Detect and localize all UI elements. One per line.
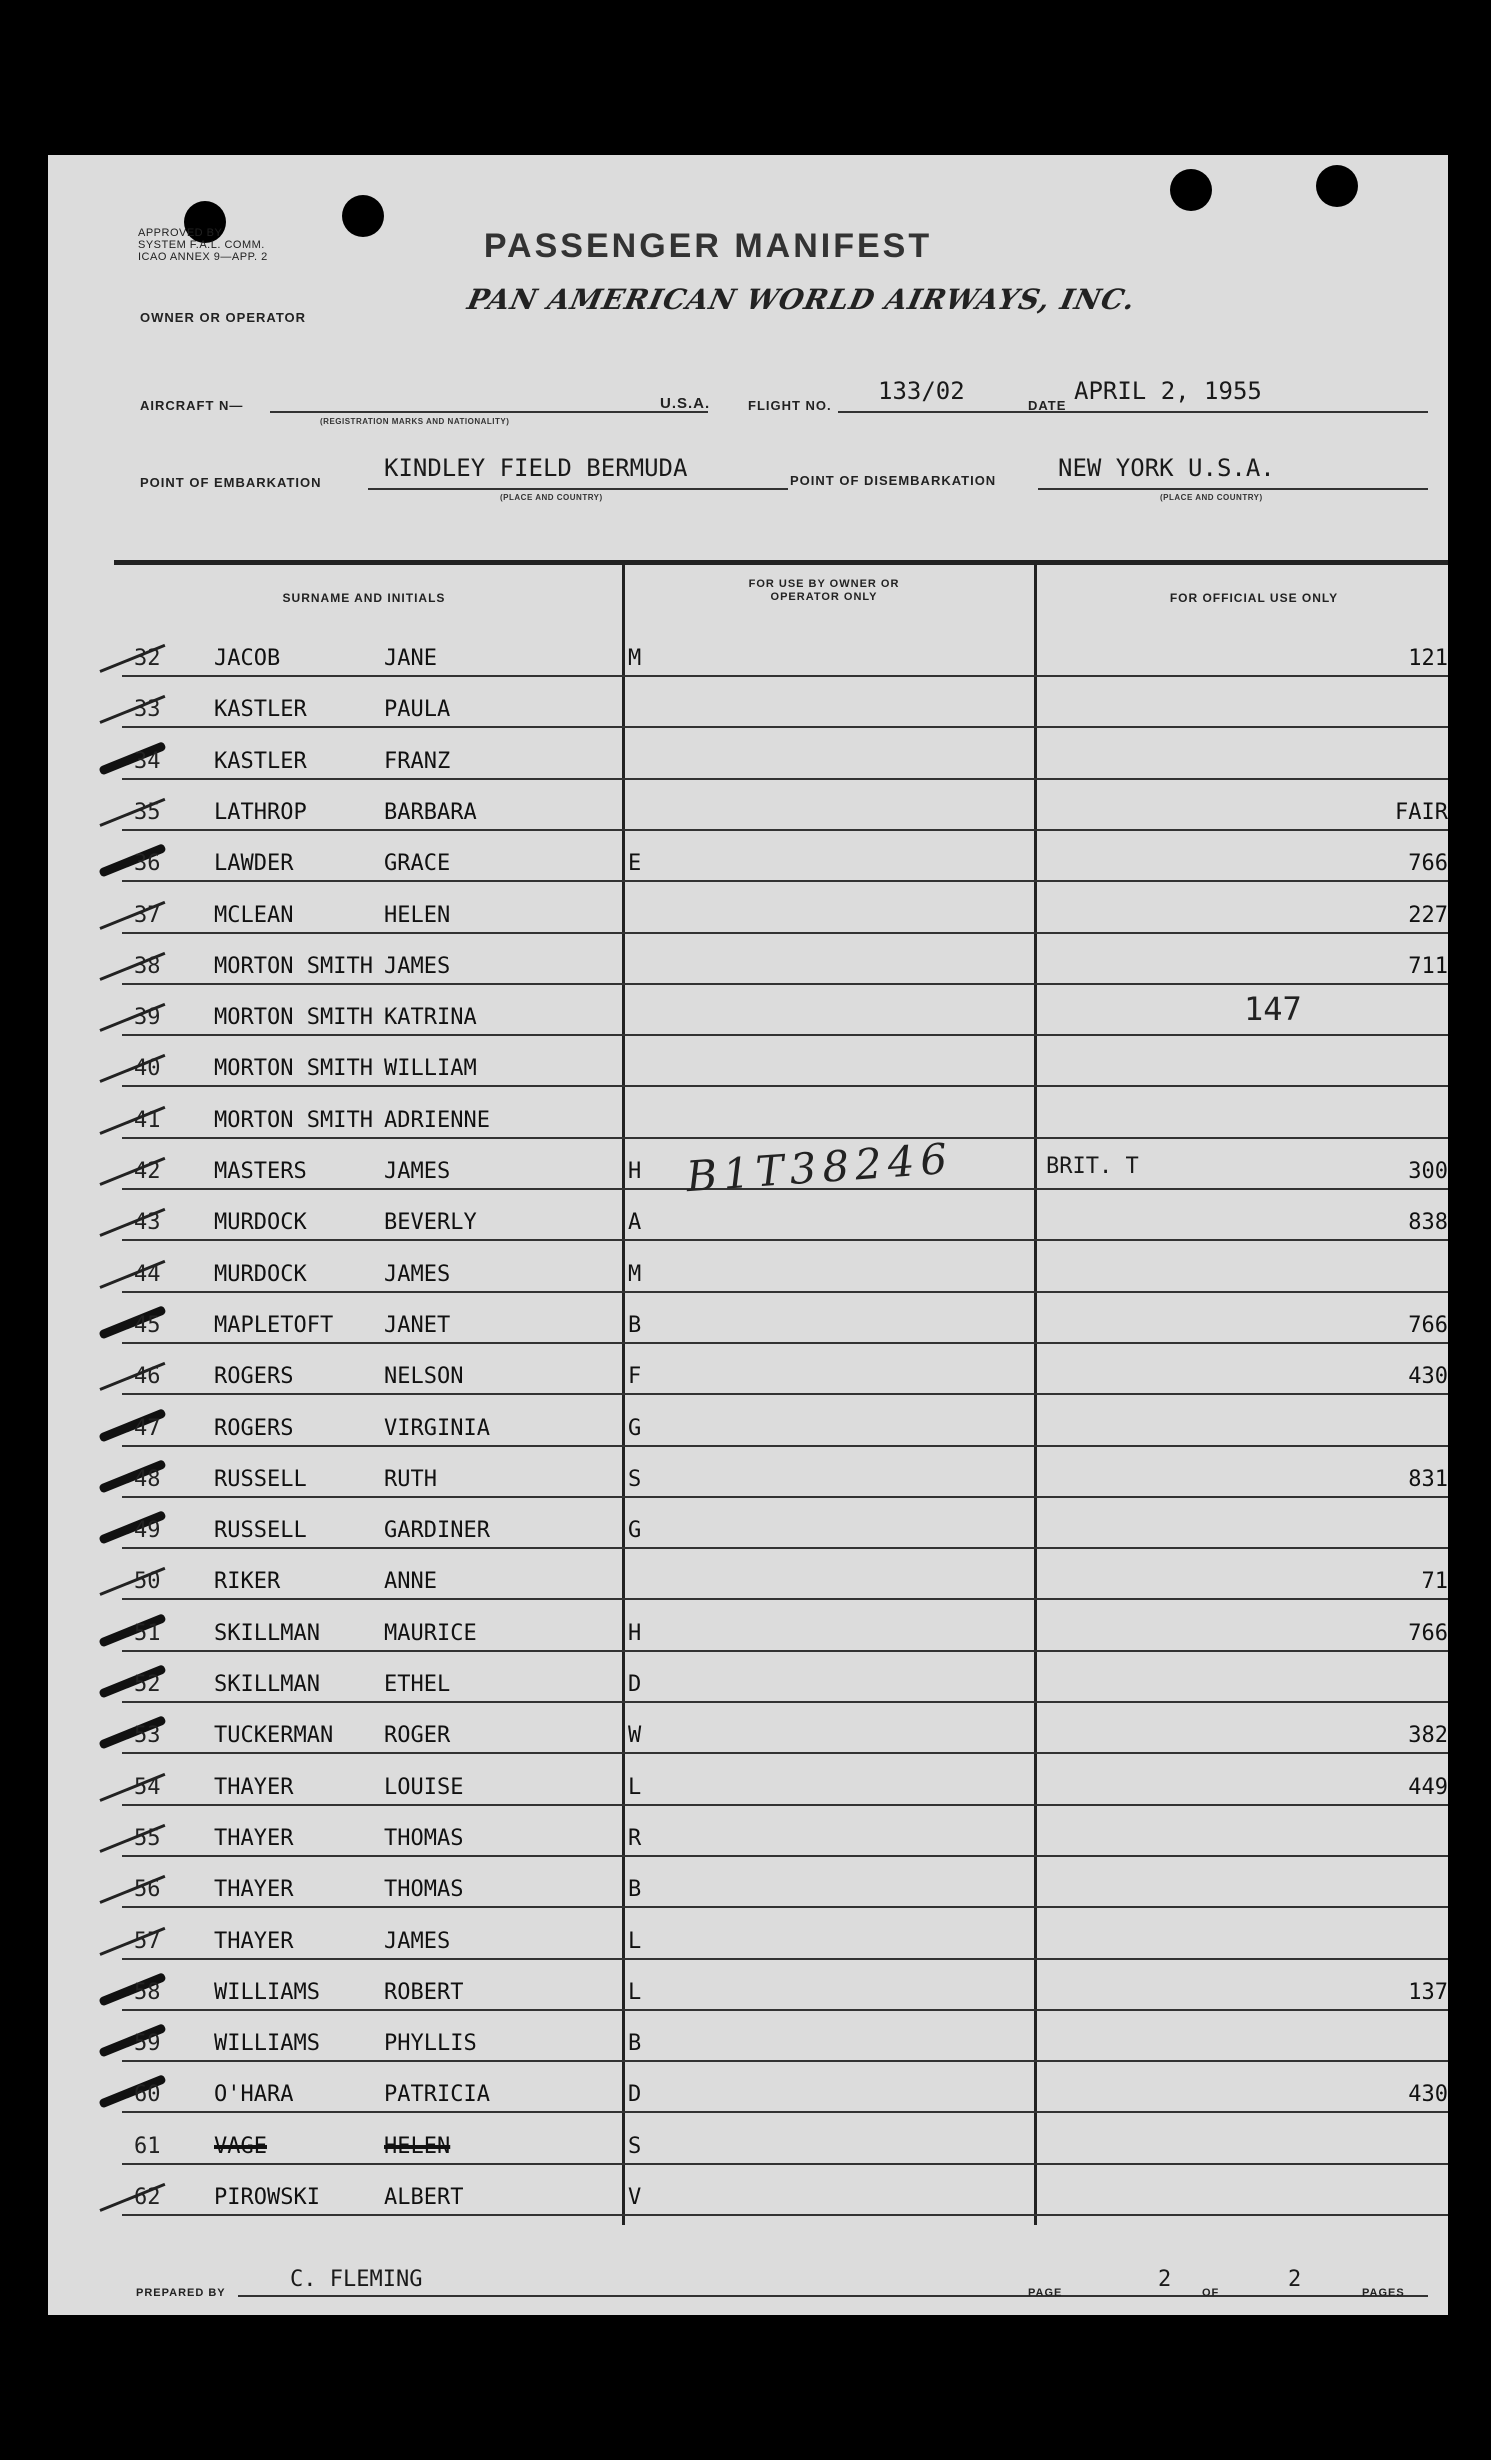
owner-label: OWNER OR OPERATOR (140, 310, 307, 325)
passenger-given-name: ALBERT (384, 2185, 464, 2210)
row-number: 58 (134, 1979, 161, 2005)
passenger-initial: W (628, 1723, 642, 1749)
passenger-given-name: GRACE (384, 851, 451, 877)
passenger-given-name: JAMES (384, 1159, 451, 1184)
company-name: PAN AMERICAN WORLD AIRWAYS, INC. (464, 283, 1139, 316)
passenger-initial: H (628, 1620, 642, 1646)
passenger-initial: E (628, 851, 642, 877)
passenger-surname: THAYER (214, 1774, 294, 1800)
row-number: 37 (134, 902, 161, 928)
passenger-given-name: ROGER (384, 1723, 451, 1749)
row-rule (122, 1342, 1448, 1344)
passenger-initial: B (628, 2031, 642, 2057)
passenger-surname: SKILLMAN (214, 1672, 320, 1697)
table-row (114, 1243, 1448, 1293)
table-row (114, 1910, 1448, 1960)
table-row (114, 1653, 1448, 1703)
flight-label: FLIGHT NO. (748, 398, 832, 413)
passenger-surname: ROGERS (214, 1364, 294, 1390)
official-code: 121 (1408, 646, 1448, 671)
row-number: 55 (134, 1825, 161, 1851)
prepared-by-label: PREPARED BY (136, 2287, 226, 2299)
row-rule (122, 778, 1448, 780)
passenger-given-name: ROBERT (384, 1979, 464, 2005)
passenger-given-name: HELEN (384, 2133, 451, 2159)
row-rule (122, 726, 1448, 728)
table-row (114, 1191, 1448, 1241)
passenger-initial: R (628, 1825, 642, 1851)
col-header-owner: FOR USE BY OWNER OR OPERATOR ONLY (748, 578, 900, 603)
passenger-initial: B (628, 1312, 642, 1338)
date-label: DATE (1028, 398, 1067, 413)
passenger-surname: RUSSELL (214, 1466, 307, 1492)
row-rule (122, 1958, 1448, 1960)
row-rule (122, 932, 1448, 934)
passenger-surname: LATHROP (214, 799, 307, 825)
row-rule (122, 1701, 1448, 1703)
passenger-table (114, 560, 1448, 2220)
passenger-given-name: JAMES (384, 953, 451, 979)
row-rule (122, 1291, 1448, 1293)
row-number: 57 (134, 1928, 161, 1954)
passenger-given-name: GARDINER (384, 1518, 490, 1544)
passenger-given-name: ETHEL (384, 1672, 451, 1697)
passenger-surname: MASTERS (214, 1159, 307, 1184)
passenger-given-name: PAULA (384, 697, 451, 723)
flight-date: APRIL 2, 1955 (1074, 377, 1262, 405)
table-row (114, 781, 1448, 831)
row-rule (122, 1547, 1448, 1549)
table-row (114, 935, 1448, 985)
official-code: 766 (1408, 1312, 1448, 1338)
passenger-surname: MORTON SMITH (214, 953, 373, 979)
passenger-given-name: ANNE (384, 1569, 437, 1595)
row-rule (122, 829, 1448, 831)
row-number: 38 (134, 953, 161, 979)
passenger-given-name: RUTH (384, 1466, 437, 1492)
handwritten-official-note: 147 (1244, 990, 1302, 1028)
row-rule (122, 1906, 1448, 1908)
row-rule (122, 2060, 1448, 2062)
row-number: 35 (134, 799, 161, 825)
punch-hole (1316, 165, 1358, 207)
row-number: 48 (134, 1466, 161, 1492)
passenger-surname: RUSSELL (214, 1518, 307, 1544)
row-rule (122, 1137, 1448, 1139)
official-code: 430 (1408, 2082, 1448, 2108)
passenger-given-name: JAMES (384, 1928, 451, 1954)
official-code: 430 (1408, 1364, 1448, 1390)
official-code: 227 (1408, 902, 1448, 928)
official-code: 71 (1421, 1569, 1448, 1595)
passenger-given-name: WILLIAM (384, 1056, 477, 1082)
passenger-given-name: JANET (384, 1312, 451, 1338)
col-header-official: FOR OFFICIAL USE ONLY (1169, 591, 1339, 605)
table-row (114, 2012, 1448, 2062)
row-number: 56 (134, 1877, 161, 1903)
table-row (114, 2063, 1448, 2113)
passenger-given-name: THOMAS (384, 1877, 464, 1903)
manifest-sheet: APPROVED BY SYSTEM F.A.L. COMM. ICAO ANNEX 9—APP. 2 PASSENGER MANIFEST PAN AMERICAN WORLD AIRWAYS, INC. OWNER OR OPERATOR AIRCRAFT N— (REGISTRATION MARKS AND NATIONALITY) U.S.A. FLIGHT NO. 133/02 DATE APRIL 2, 1955 POINT OF EMBARKATION KINDLEY FIELD BERMUDA (PLACE AND COUNTRY) POINT OF DISEMBARKATION NEW YORK U.S.A. (PLACE AND COUNTRY) SURNAME AND INITIALS FOR USE BY OWNER OR OPERATOR ONLY FOR OFFICIAL USE ONLY 32 JACOB JANE M 121 33 KASTLER PAULA 34 KASTLER FRANZ 35 LATHROP BARBARA FAIR 36 LAWDER GRACE E 766 37 MCLEAN HELEN 227 38 MORTON SMITH JAMES 711 39 MORTON SMITH KATRINA 40 MORTON SMITH WILLIAM 41 MORTON SMITH ADRIENNE 42 MASTERS JAMES H 300 43 MURDOCK BEVERLY A 838 44 MURDOCK JAMES M 45 MAPLETOFT JANET B 766 46 ROGERS NELSON F 430 47 ROGERS VIRGINIA G 48 RUSSELL RUTH S 831 49 RUSSELL GARDINER G 50 RIKER ANNE 71 51 SKILLMAN MAURICE H 766 52 SKILLMAN ETHEL D 53 TUCKERMAN ROGER W 382 54 THAYER LOUISE L 449 55 THAYER THOMAS R 56 THAYER THOMAS B 57 THAYER JAMES L 58 WILLIAMS ROBERT L 137 59 WILLIAMS PHYLLIS B 60 O'HARA PATRICIA D 430 61 VAGE HELEN S 62 PIROWSKI ALBERT V B1T38246 147 BRIT. T PREPARED BY C. FLEMING PAGE 2 OF 2 PAGES (48, 155, 1448, 2315)
passenger-surname: MORTON SMITH (214, 1056, 373, 1082)
passenger-given-name: VIRGINIA (384, 1415, 490, 1441)
table-row (114, 1807, 1448, 1857)
passenger-given-name: PHYLLIS (384, 2031, 477, 2057)
table-row (114, 1704, 1448, 1754)
approval-stamp: APPROVED BY SYSTEM F.A.L. COMM. ICAO ANNEX 9—APP. 2 (138, 227, 268, 263)
table-row (114, 1345, 1448, 1395)
passenger-surname: MORTON SMITH (214, 1107, 373, 1133)
official-code: 300 (1408, 1159, 1448, 1184)
passenger-given-name: PATRICIA (384, 2082, 490, 2108)
row-rule (122, 2163, 1448, 2165)
punch-hole (1170, 169, 1212, 211)
table-row (114, 832, 1448, 882)
row-number: 42 (134, 1159, 161, 1184)
passenger-surname: WILLIAMS (214, 2031, 320, 2057)
page-number: 2 (1158, 2267, 1172, 2292)
passenger-initial: D (628, 1672, 642, 1697)
row-number: 40 (134, 1056, 161, 1082)
passenger-surname: ROGERS (214, 1415, 294, 1441)
table-row (114, 1961, 1448, 2011)
passenger-surname: THAYER (214, 1928, 294, 1954)
row-number: 33 (134, 697, 161, 723)
table-row (114, 730, 1448, 780)
passenger-initial: B (628, 1877, 642, 1903)
passenger-initial: V (628, 2185, 642, 2210)
row-number: 53 (134, 1723, 161, 1749)
passenger-initial: M (628, 1261, 642, 1287)
table-row (114, 678, 1448, 728)
passenger-surname: MURDOCK (214, 1261, 307, 1287)
row-rule (122, 1650, 1448, 1652)
row-rule (122, 1445, 1448, 1447)
row-number: 41 (134, 1107, 161, 1133)
passenger-initial: G (628, 1518, 642, 1544)
row-number: 59 (134, 2031, 161, 2057)
passenger-surname: SKILLMAN (214, 1620, 320, 1646)
official-code: 766 (1408, 1620, 1448, 1646)
row-rule (122, 2111, 1448, 2113)
passenger-surname: O'HARA (214, 2082, 294, 2108)
disembarkation-label: POINT OF DISEMBARKATION (790, 473, 997, 488)
passenger-initial: G (628, 1415, 642, 1441)
row-number: 44 (134, 1261, 161, 1287)
table-row (114, 1397, 1448, 1447)
row-number: 45 (134, 1312, 161, 1338)
passenger-given-name: ADRIENNE (384, 1107, 490, 1133)
row-number: 54 (134, 1774, 161, 1800)
row-rule (122, 1085, 1448, 1087)
passenger-surname: PIROWSKI (214, 2185, 320, 2210)
prepared-by-value: C. FLEMING (290, 2267, 423, 2292)
embarkation-value: KINDLEY FIELD BERMUDA (384, 454, 688, 482)
passenger-given-name: NELSON (384, 1364, 464, 1390)
passenger-surname: MORTON SMITH (214, 1005, 373, 1031)
passenger-surname: RIKER (214, 1569, 281, 1595)
row-rule (122, 675, 1448, 677)
row-number: 51 (134, 1620, 161, 1646)
table-row (114, 1756, 1448, 1806)
passenger-given-name: BARBARA (384, 799, 477, 825)
row-number: 46 (134, 1364, 161, 1390)
table-row (114, 1550, 1448, 1600)
aircraft-label: AIRCRAFT N— (140, 398, 244, 413)
official-code: 382 (1408, 1723, 1448, 1749)
row-number: 47 (134, 1415, 161, 1441)
page-title: PASSENGER MANIFEST (483, 227, 933, 265)
passenger-given-name: FRANZ (384, 748, 451, 774)
row-number: 49 (134, 1518, 161, 1544)
row-rule (122, 1496, 1448, 1498)
passenger-initial: H (628, 1159, 642, 1184)
row-number: 50 (134, 1569, 161, 1595)
passenger-initial: L (628, 1979, 642, 2005)
official-code: 137 (1408, 1979, 1448, 2005)
passenger-surname: KASTLER (214, 697, 307, 723)
passenger-surname: MURDOCK (214, 1210, 307, 1236)
flight-number: 133/02 (878, 377, 965, 405)
row-number: 39 (134, 1005, 161, 1031)
col-header-surname: SURNAME AND INITIALS (282, 591, 446, 605)
table-row (114, 884, 1448, 934)
official-code: 838 (1408, 1210, 1448, 1236)
passenger-initial: L (628, 1774, 642, 1800)
table-row (114, 1037, 1448, 1087)
row-rule (122, 1804, 1448, 1806)
table-row (114, 2115, 1448, 2165)
table-row (114, 1602, 1448, 1652)
passenger-surname: LAWDER (214, 851, 294, 877)
passenger-initial: S (628, 2133, 642, 2159)
page-total: 2 (1288, 2267, 1302, 2292)
passenger-surname: MCLEAN (214, 902, 294, 928)
passenger-surname: TUCKERMAN (214, 1723, 334, 1749)
usa-label: U.S.A. (660, 395, 711, 412)
passenger-surname: KASTLER (214, 748, 307, 774)
passenger-given-name: JAMES (384, 1261, 451, 1287)
official-code: FAIR (1395, 799, 1448, 825)
passenger-surname: THAYER (214, 1825, 294, 1851)
table-row (114, 1294, 1448, 1344)
row-rule (122, 1855, 1448, 1857)
passenger-initial: F (628, 1364, 642, 1390)
disembarkation-value: NEW YORK U.S.A. (1058, 454, 1275, 482)
table-row (114, 1448, 1448, 1498)
passenger-given-name: JANE (384, 646, 437, 671)
row-number: 36 (134, 851, 161, 877)
table-row (114, 1499, 1448, 1549)
table-row (114, 2166, 1448, 2216)
row-rule (122, 1239, 1448, 1241)
passenger-initial: M (628, 646, 642, 671)
row-rule (122, 880, 1448, 882)
table-row (114, 1858, 1448, 1908)
official-code: 711 (1408, 953, 1448, 979)
passenger-given-name: HELEN (384, 902, 451, 928)
of-label: OF (1202, 2287, 1220, 2299)
row-rule (122, 1034, 1448, 1036)
passenger-surname: VAGE (214, 2133, 267, 2159)
passenger-initial: D (628, 2082, 642, 2108)
passenger-given-name: KATRINA (384, 1005, 477, 1031)
passenger-given-name: THOMAS (384, 1825, 464, 1851)
passenger-initial: A (628, 1210, 642, 1236)
passenger-initial: S (628, 1466, 642, 1492)
passenger-given-name: MAURICE (384, 1620, 477, 1646)
registration-note: (REGISTRATION MARKS AND NATIONALITY) (320, 417, 510, 426)
official-code: 766 (1408, 851, 1448, 877)
passenger-given-name: BEVERLY (384, 1210, 477, 1236)
passenger-initial: L (628, 1928, 642, 1954)
row-number: 43 (134, 1210, 161, 1236)
passenger-given-name: LOUISE (384, 1774, 464, 1800)
official-code: 449 (1408, 1774, 1448, 1800)
row-number: 32 (134, 646, 161, 671)
passenger-surname: WILLIAMS (214, 1979, 320, 2005)
official-note-brit: BRIT. T (1046, 1154, 1139, 1179)
row-number: 61 (134, 2133, 161, 2159)
page-label: PAGE (1028, 2287, 1063, 2299)
table-row (114, 1089, 1448, 1139)
table-row (114, 627, 1448, 677)
row-rule (122, 2009, 1448, 2011)
row-number: 52 (134, 1672, 161, 1697)
passenger-surname: JACOB (214, 646, 281, 671)
embarkation-label: POINT OF EMBARKATION (140, 475, 322, 490)
row-rule (122, 1752, 1448, 1754)
row-rule (122, 2214, 1448, 2216)
row-rule (122, 1393, 1448, 1395)
row-number: 60 (134, 2082, 161, 2108)
row-number: 34 (134, 748, 161, 774)
row-rule (122, 983, 1448, 985)
passenger-surname: MAPLETOFT (214, 1312, 334, 1338)
row-rule (122, 1598, 1448, 1600)
official-code: 831 (1408, 1466, 1448, 1492)
pages-label: PAGES (1362, 2287, 1405, 2299)
row-number: 62 (134, 2185, 161, 2210)
passenger-surname: THAYER (214, 1877, 294, 1903)
handwritten-owner-note: B1T38246 (684, 1133, 955, 1202)
